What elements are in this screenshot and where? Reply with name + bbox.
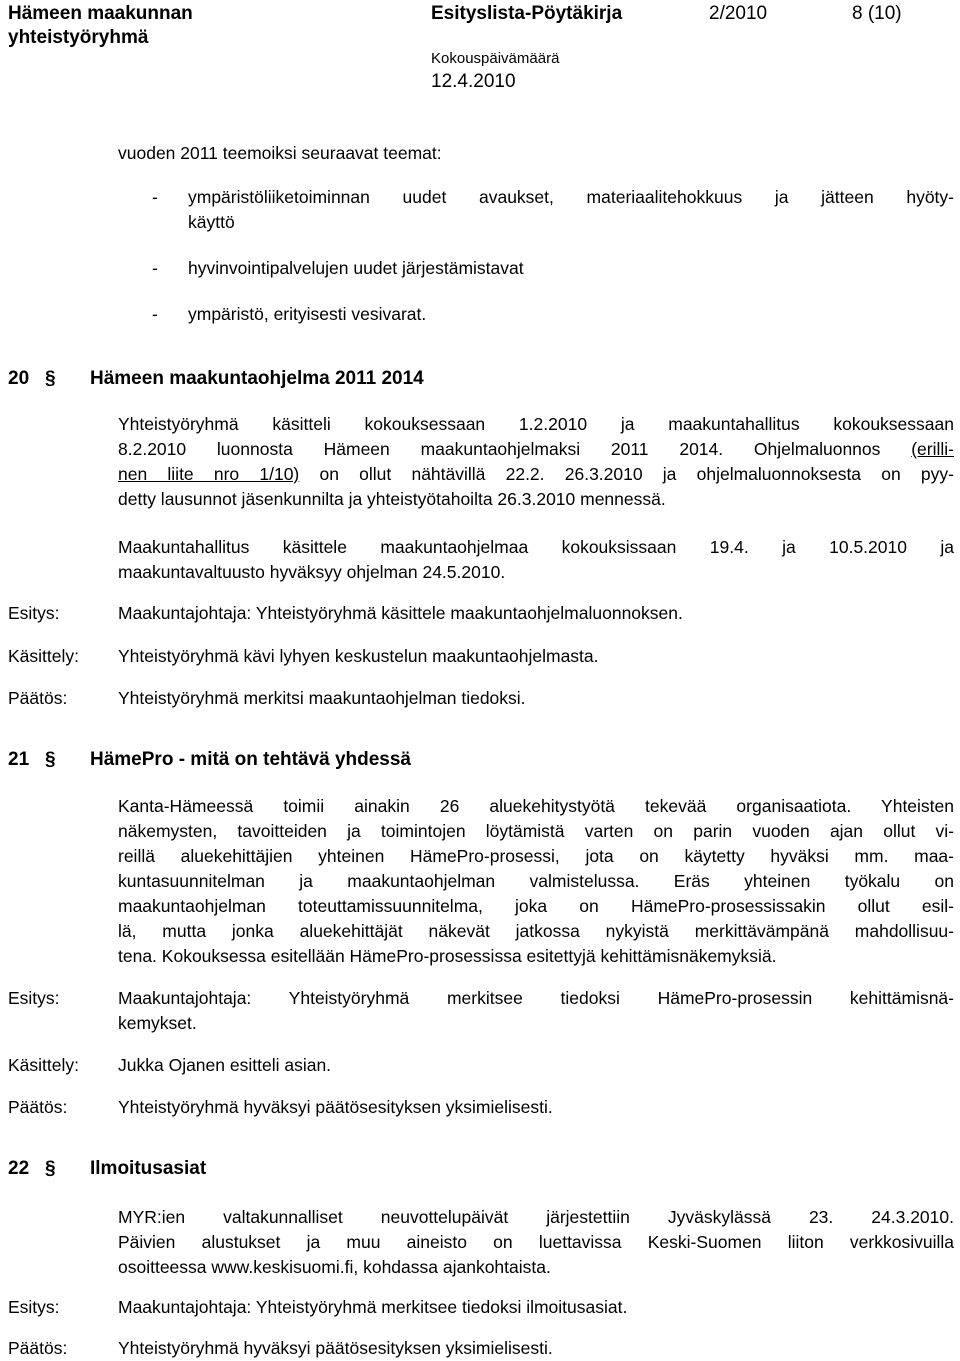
section-title: Ilmoitusasiat xyxy=(90,1158,207,1179)
organization-name-line2: yhteistyöryhmä xyxy=(8,27,149,48)
section-paragraph xyxy=(118,535,954,585)
kasittely-text: Jukka Ojanen esitteli asian. xyxy=(118,1055,332,1075)
esitys-text: Maakuntajohtaja: Yhteistyöryhmä merkitsee tiedoksi ilmoitusasiat. xyxy=(118,1297,628,1317)
section-number: 20 xyxy=(8,368,30,389)
paragraph-line: osoitteessa www.keskisuomi.fi, kohdassa ajankohtaista. xyxy=(118,1257,551,1277)
paatos-text: Yhteistyöryhmä hyväksyi päätösesityksen yksimielisesti. xyxy=(118,1338,553,1358)
paragraph-line: Maakuntajohtaja: Yhteistyöryhmä merkitsee tiedoksi HämePro-prosessin kehittämisnä- xyxy=(118,988,954,1008)
organization-name: Hämeen maakunnan xyxy=(8,3,193,24)
esitys-label: Esitys: xyxy=(8,1297,60,1317)
list-dash: - xyxy=(152,187,158,207)
section-title: HämePro - mitä on tehtävä yhdessä xyxy=(90,749,411,770)
paragraph-line: Kanta-Hämeessä toimii ainakin 26 aluekehitystyötä tekevää organisaatiota. Yhteisten xyxy=(118,796,954,816)
paragraph-line: Yhteistyöryhmä käsitteli kokouksessaan 1.2.2010 ja maakuntahallitus kokouksessaan xyxy=(118,414,954,434)
list-item-text: käyttö xyxy=(188,212,235,232)
paragraph-line: detty lausunnot jäsenkunnilta ja yhteistyötahoilta 26.3.2010 mennessä. xyxy=(118,489,666,509)
paragraph-line: reillä aluekehittäjien yhteinen HämePro-prosessi, jota on käytetty hyväksi mm. maa- xyxy=(118,846,954,866)
text-run: on ollut nähtävillä 22.2. 26.3.2010 ja ohjelmaluonnoksesta on pyy- xyxy=(299,464,954,484)
paragraph-line xyxy=(118,462,954,487)
list-item-text: hyvinvointipalvelujen uudet järjestämistavat xyxy=(188,258,524,278)
paragraph-line: tena. Kokouksessa esitellään HämePro-prosessissa esitettyjä kehittämisnäkemyksiä. xyxy=(118,946,777,966)
paatos-text: Yhteistyöryhmä hyväksyi päätösesityksen yksimielisesti. xyxy=(118,1097,553,1117)
esitys-label: Esitys: xyxy=(8,603,60,623)
paatos-label: Päätös: xyxy=(8,1338,68,1358)
section-paragraph xyxy=(118,1205,954,1280)
esitys-text xyxy=(118,986,954,1036)
kasittely-label: Käsittely: xyxy=(8,1055,79,1075)
section-paragraph xyxy=(118,412,954,512)
meeting-date-label: Kokouspäivämäärä xyxy=(431,50,560,67)
section-paragraph xyxy=(118,794,954,969)
kasittely-label: Käsittely: xyxy=(8,646,79,666)
underlined-reference: (erilli- xyxy=(911,439,954,459)
section-symbol: § xyxy=(45,1158,56,1179)
document-type: Esityslista-Pöytäkirja xyxy=(431,3,623,24)
section-title: Hämeen maakuntaohjelma 2011 2014 xyxy=(90,368,424,389)
list-dash: - xyxy=(152,258,158,278)
paatos-text: Yhteistyöryhmä merkitsi maakuntaohjelman tiedoksi. xyxy=(118,688,526,708)
page-number: 8 (10) xyxy=(852,3,902,24)
paragraph-line: kemykset. xyxy=(118,1013,197,1033)
paragraph-line: MYR:ien valtakunnalliset neuvottelupäivät järjestettiin Jyväskylässä 23. 24.3.2010. xyxy=(118,1207,954,1227)
paragraph-line: Päivien alustukset ja muu aineisto on luettavissa Keski-Suomen liiton verkkosivuilla xyxy=(118,1232,954,1252)
section-number: 21 xyxy=(8,749,30,770)
esitys-text: Maakuntajohtaja: Yhteistyöryhmä käsittele maakuntaohjelmaluonnoksen. xyxy=(118,603,683,623)
section-number: 22 xyxy=(8,1158,30,1179)
paragraph-line: maakuntaohjelman toteuttamissuunnitelma, joka on HämePro-prosessissakin ollut esil- xyxy=(118,896,954,916)
paatos-label: Päätös: xyxy=(8,688,68,708)
section-symbol: § xyxy=(45,749,56,770)
paragraph-line xyxy=(118,437,954,462)
document-number: 2/2010 xyxy=(709,3,768,24)
paragraph-line: Maakuntahallitus käsittele maakuntaohjelmaa kokouksissaan 19.4. ja 10.5.2010 ja xyxy=(118,537,954,557)
text-run: 8.2.2010 luonnosta Hämeen maakuntaohjelmaksi 2011 2014. Ohjelmaluonnos xyxy=(118,439,912,459)
intro-lead: vuoden 2011 teemoiksi seuraavat teemat: xyxy=(118,143,442,163)
section-symbol: § xyxy=(45,368,56,389)
paragraph-line: lä, mutta jonka aluekehittäjät näkevät jatkossa nykyistä merkittävämpänä mahdollisuu- xyxy=(118,921,954,941)
underlined-reference: nen liite nro 1/10) xyxy=(118,464,300,484)
paragraph-line: kuntasuunnitelman ja maakuntaohjelman valmistelussa. Eräs yhteinen työkalu on xyxy=(118,871,954,891)
paragraph-line: maakuntavaltuusto hyväksyy ohjelman 24.5.2010. xyxy=(118,562,506,582)
esitys-label: Esitys: xyxy=(8,988,60,1008)
list-item-text: ympäristö, erityisesti vesivarat. xyxy=(188,304,427,324)
list-item-text: ympäristöliiketoiminnan uudet avaukset, materiaalitehokkuus ja jätteen hyöty- xyxy=(188,187,954,207)
paragraph-line: näkemysten, tavoitteiden ja toimintojen löytämistä varten on parin vuoden ajan ollut vi- xyxy=(118,821,954,841)
meeting-date: 12.4.2010 xyxy=(431,71,516,92)
paatos-label: Päätös: xyxy=(8,1097,68,1117)
kasittely-text: Yhteistyöryhmä kävi lyhyen keskustelun maakuntaohjelmasta. xyxy=(118,646,599,666)
list-dash: - xyxy=(152,304,158,324)
